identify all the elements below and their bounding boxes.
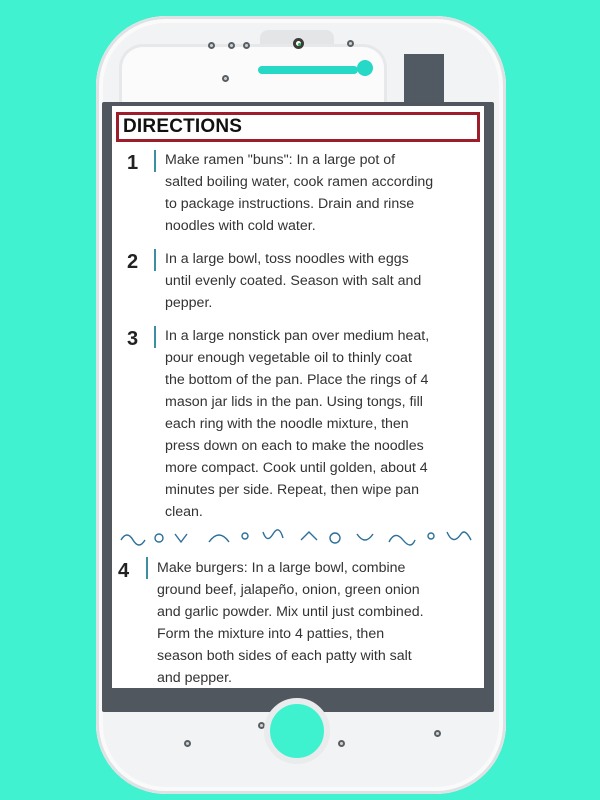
step-text: Make ramen "buns": In a large pot of salted boiling water, cook ramen according to package instructions. Drain and rinse noodles with cold water. (165, 152, 434, 234)
step-number: 4 (118, 560, 130, 582)
screw-icon (208, 42, 215, 49)
screw-icon (347, 40, 354, 47)
screw-icon (434, 730, 441, 737)
screw-icon (243, 42, 250, 49)
home-button-hole (264, 698, 330, 764)
step-number: 1 (127, 152, 139, 174)
step-divider (154, 249, 156, 271)
decorative-doodle-strip (113, 526, 483, 548)
proximity-sensor (357, 60, 373, 76)
step-text: Make burgers: In a large bowl, combine ground beef, jalapeño, onion, green onion and garlic powder. Mix until just combined. Form the mixture into 4 patties, then season both sides of each patty with salt and pepper. (157, 560, 424, 686)
step-divider (154, 150, 156, 172)
step-number: 2 (127, 251, 139, 273)
step-divider (146, 557, 148, 579)
step-text: In a large nonstick pan over medium heat, pour enough vegetable oil to thinly coat the bottom of the pan. Place the rings of 4 mason jar lids in the pan. Using tongs, fill each ring with the noodle mixture, then press down on each to make the noodles more compact. Cook until golden, about 4 minutes per side. Repeat, then wipe pan clean. (165, 328, 430, 520)
screw-icon (184, 740, 191, 747)
page-title: DIRECTIONS (116, 112, 480, 142)
step-number: 3 (127, 328, 139, 350)
screw-icon (338, 740, 345, 747)
screw-icon (228, 42, 235, 49)
metal-plate (404, 54, 444, 104)
earpiece-speaker (258, 66, 358, 74)
step-text: In a large bowl, toss noodles with eggs until evenly coated. Season with salt and pepper. (165, 251, 422, 311)
camera-lens-icon (293, 38, 304, 49)
step-divider (154, 326, 156, 348)
screw-icon (222, 75, 229, 82)
phone-top-bracket (119, 44, 387, 109)
